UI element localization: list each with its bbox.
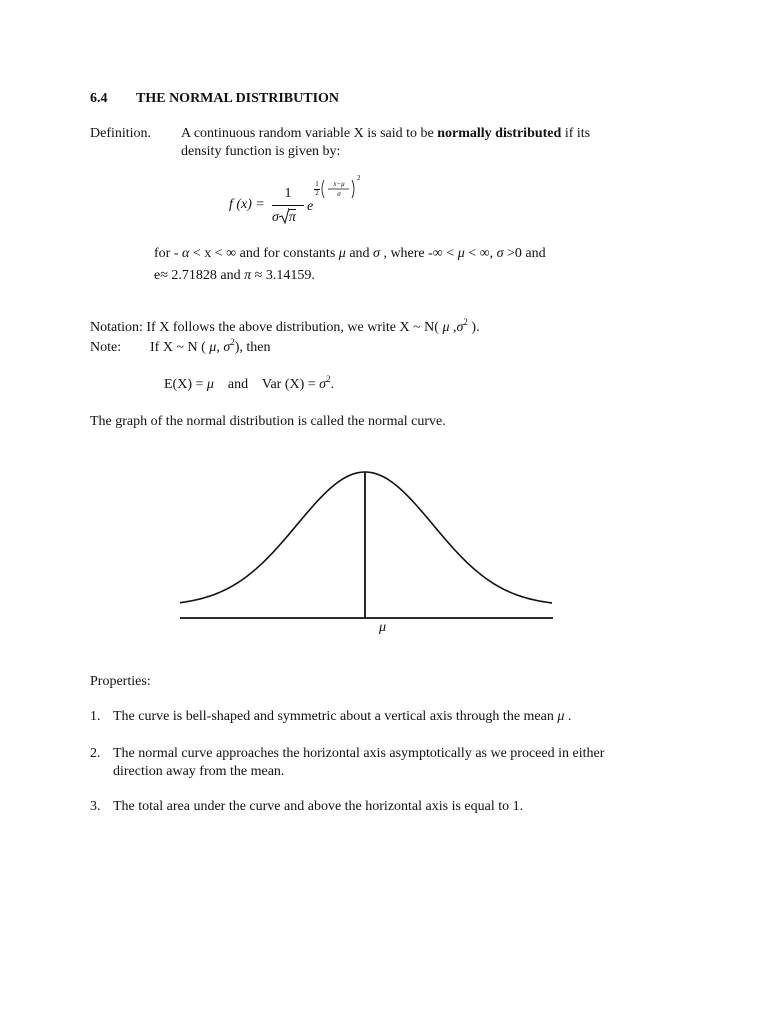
note-comma: , — [216, 340, 224, 355]
exponent-inner-den: σ — [337, 190, 341, 198]
power-superscript: 2 — [326, 374, 331, 384]
property-1-end: . — [564, 709, 572, 724]
definition-text-after: if its — [561, 126, 591, 141]
property-3-text: The total area under the curve and above the horizontal axis is equal to 1. — [113, 799, 524, 814]
formula-denominator — [272, 208, 296, 227]
property-2-line-1: The normal curve approaches the horizontal axis asymptotically as we proceed in either — [113, 746, 605, 761]
conditions-line-2-end: ≈ 3.14159. — [251, 268, 315, 283]
notation-text: Notation: If X follows the above distribution, we write X ~ N( — [90, 320, 443, 335]
definition-text-before: A continuous random variable X is said to be — [181, 126, 438, 141]
property-1-text — [113, 709, 571, 726]
sigma-symbol: σ — [496, 246, 504, 261]
sigma-symbol: σ — [373, 246, 380, 261]
exponent-power: 2 — [357, 174, 361, 182]
conditions-line-2 — [154, 268, 315, 285]
definition-bold-term: normally distributed — [437, 126, 562, 141]
conditions-text-c: and — [345, 246, 374, 261]
exponent-half-num: 1 — [315, 180, 319, 188]
conditions-text-f: >0 and — [503, 246, 546, 261]
mu-symbol: μ — [209, 340, 217, 355]
note-text: If X ~ N ( — [150, 340, 210, 355]
sqrt-icon — [279, 208, 289, 224]
property-3-number: 3. — [90, 799, 101, 814]
notation-close: ). — [467, 320, 480, 335]
conditions-text-b: < x < ∞ and for constants — [189, 246, 339, 261]
expectation-line — [164, 374, 335, 394]
conditions-line-1 — [154, 246, 546, 263]
pi-symbol: π — [244, 268, 252, 283]
power-superscript: 2 — [230, 337, 235, 347]
power-superscript: 2 — [463, 317, 468, 327]
conditions-line-2-text: e≈ 2.71828 and — [154, 268, 245, 283]
section-number: 6.4 — [90, 91, 108, 106]
mu-symbol: μ — [557, 709, 565, 724]
mean-axis-label: μ — [379, 620, 387, 635]
expectation-end: . — [330, 377, 335, 392]
sigma-symbol: σ — [223, 340, 231, 355]
bell-curve — [180, 472, 552, 603]
definition-label: Definition. — [90, 126, 152, 141]
formula-lhs: f (x) = — [229, 197, 265, 212]
definition-line-1 — [181, 126, 590, 143]
expectation-text: E(X) = — [164, 377, 207, 392]
properties-heading: Properties: — [90, 674, 151, 689]
mu-symbol: μ — [442, 320, 450, 335]
conditions-text-a: for - — [154, 246, 182, 261]
variance-text: and Var (X) = — [213, 377, 320, 392]
formula-numerator: 1 — [284, 186, 292, 201]
property-1-line: The curve is bell-shaped and symmetric about a vertical axis through the mean — [113, 709, 558, 724]
formula-denominator-sigma: σ — [272, 210, 279, 225]
graph-caption: The graph of the normal distribution is called the normal curve. — [90, 414, 446, 429]
formula-fraction-bar — [272, 205, 304, 206]
section-title: THE NORMAL DISTRIBUTION — [136, 91, 340, 106]
conditions-text-d: , where -∞ < — [379, 246, 458, 261]
sigma-symbol: σ — [456, 320, 464, 335]
note-close: ), then — [234, 340, 271, 355]
notation-comma: , — [449, 320, 457, 335]
note-label: Note: — [90, 340, 122, 355]
property-2-number: 2. — [90, 746, 101, 761]
note-line — [150, 337, 271, 357]
formula-base-e: e — [307, 199, 314, 214]
mu-symbol: μ — [338, 246, 346, 261]
exponent-inner-num: x−μ — [333, 180, 345, 188]
sigma-symbol: σ — [319, 377, 327, 392]
mu-symbol: μ — [457, 246, 465, 261]
alpha-symbol: α — [182, 246, 190, 261]
notation-line — [90, 317, 480, 337]
formula-denominator-pi: π — [288, 210, 296, 225]
property-2-line-2: direction away from the mean. — [113, 764, 285, 779]
definition-line-2: density function is given by: — [181, 144, 341, 159]
exponent-half-den: 2 — [315, 189, 319, 197]
conditions-text-e: < ∞, — [464, 246, 497, 261]
mu-symbol: μ — [206, 377, 214, 392]
property-1-number: 1. — [90, 709, 101, 724]
